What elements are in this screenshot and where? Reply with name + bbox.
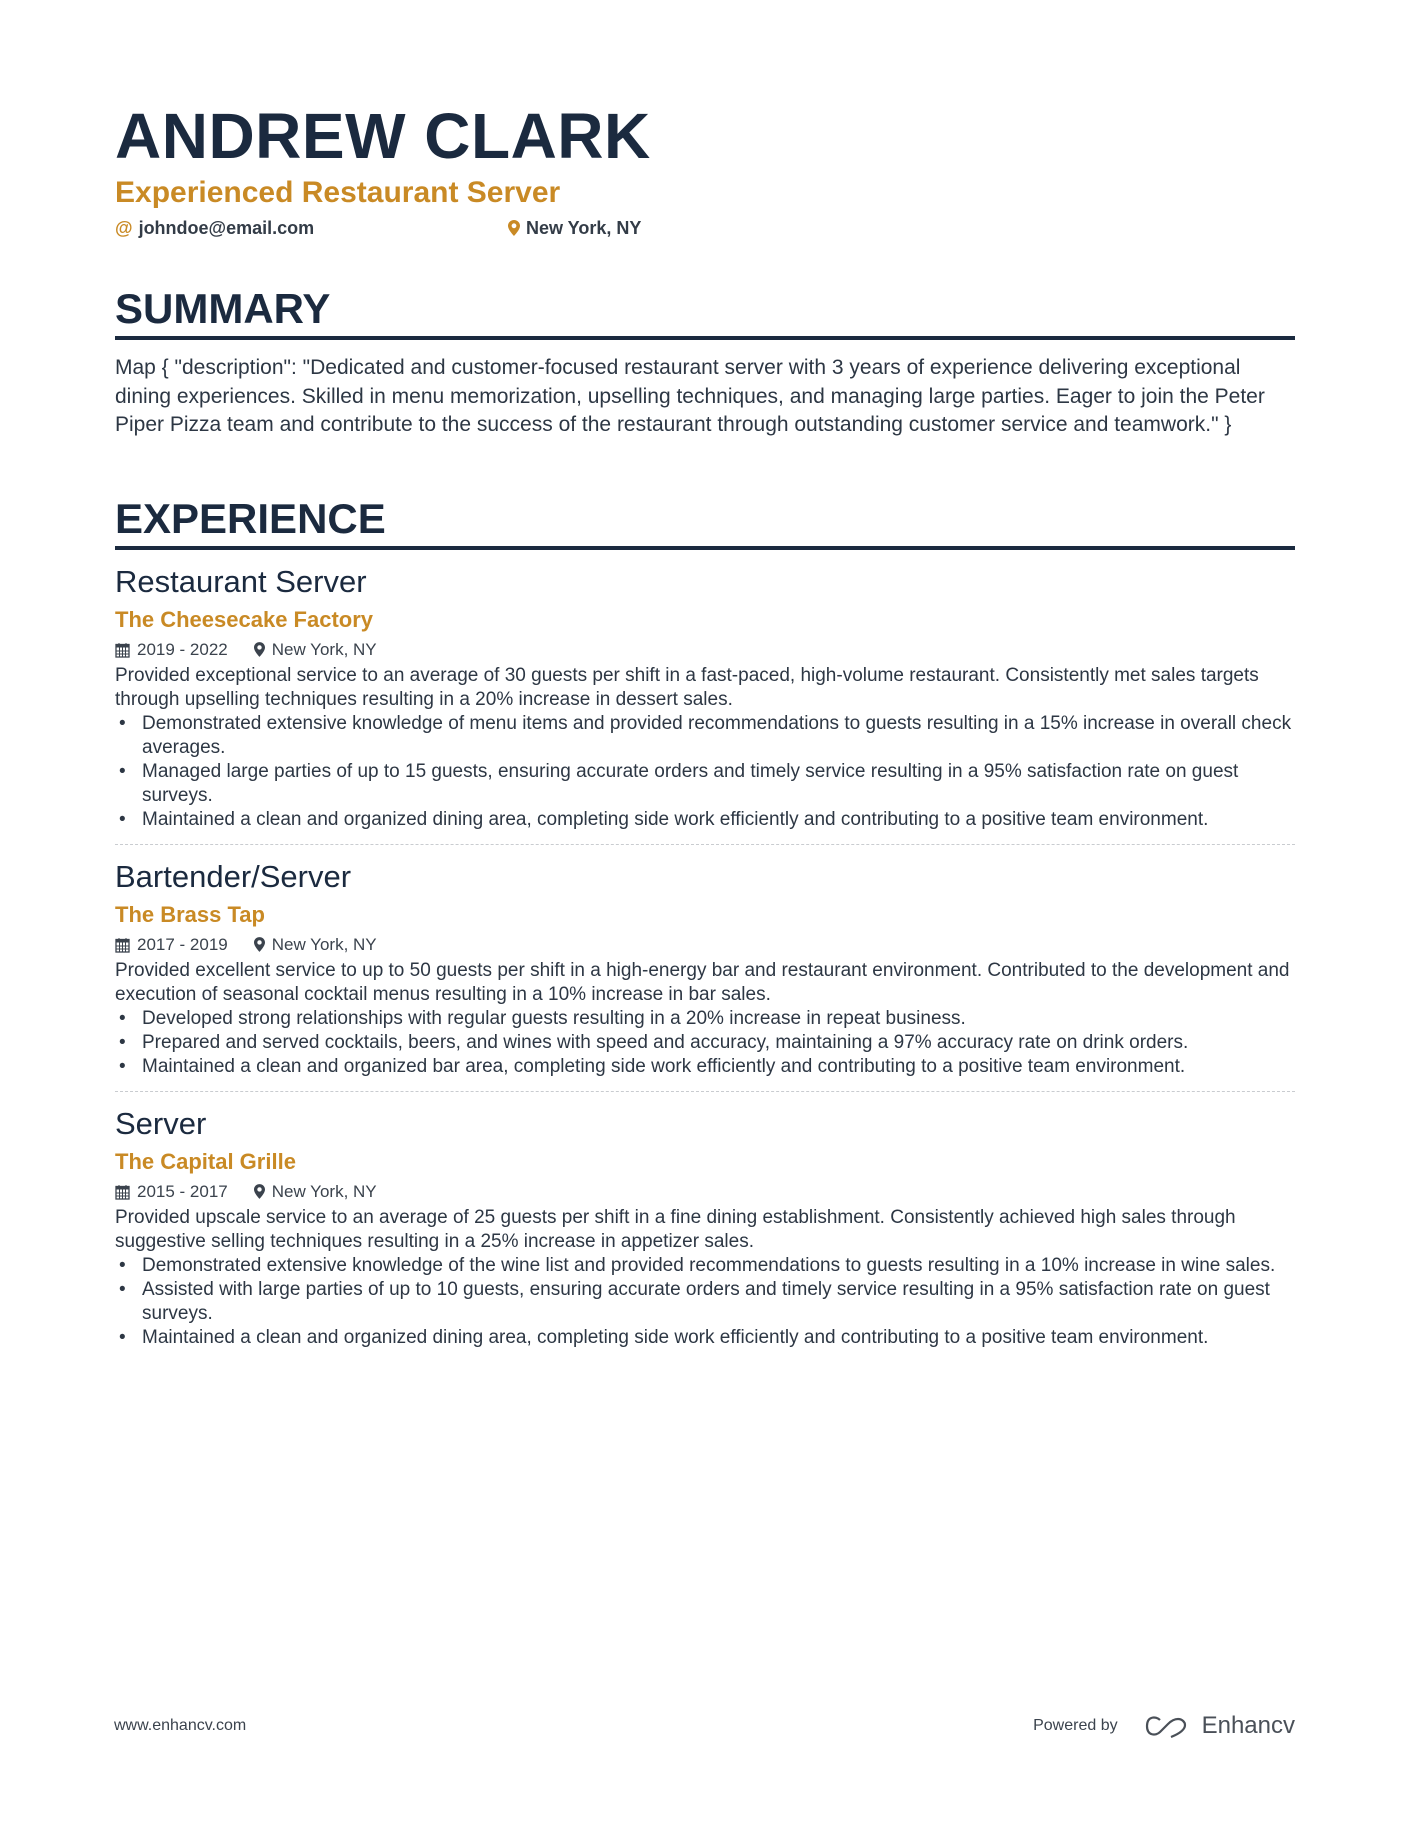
job-location-item bbox=[254, 1178, 377, 1206]
job-entry bbox=[115, 845, 1295, 1092]
location-item bbox=[508, 216, 641, 240]
company-name: The Capital Grille bbox=[115, 1148, 296, 1174]
job-location: New York, NY bbox=[271, 934, 377, 954]
job-dates-item bbox=[115, 931, 228, 959]
enhancv-brand: Enhancv bbox=[1201, 1712, 1295, 1739]
enhancv-logo-icon bbox=[1144, 1714, 1190, 1738]
job-title: Restaurant Server bbox=[115, 563, 367, 599]
summary-heading: SUMMARY bbox=[115, 284, 1295, 340]
footer bbox=[114, 1712, 1295, 1740]
job-dates-item bbox=[115, 1178, 228, 1206]
powered-by bbox=[1033, 1712, 1295, 1740]
job-bullets bbox=[115, 1254, 1295, 1350]
experience-list bbox=[115, 550, 1295, 1362]
location-pin-icon bbox=[254, 642, 265, 657]
resume-page bbox=[115, 100, 1295, 1362]
job-meta bbox=[115, 931, 1295, 959]
job-bullet: • Developed strong relationships with regular guests resulting in a 20% increase in repeat business. bbox=[115, 1007, 1295, 1031]
location: New York, NY bbox=[526, 218, 642, 238]
job-description: Provided upscale service to an average of 25 guests per shift in a fine dining establishment. Consistently achieved high sales through suggestive selling techniques resulting in a 25% increase in appetizer sales. bbox=[115, 1206, 1236, 1252]
job-dates: 2017 - 2019 bbox=[137, 934, 228, 954]
candidate-name: ANDREW CLARK bbox=[115, 100, 651, 172]
job-dates-item bbox=[115, 636, 228, 664]
email: johndoe@email.com bbox=[138, 218, 315, 238]
summary-text: Map { "description": "Dedicated and customer-focused restaurant server with 3 years of experience delivering exceptional dining experiences. Skilled in menu memorization, upselling techniques, and managing large parties. Eager to join the Peter Piper Pizza team and contribute to the success of the restaurant through outstanding customer service and teamwork." } bbox=[115, 356, 1265, 436]
job-bullet: • Maintained a clean and organized dining area, completing side work efficiently and contributing to a positive team environment. bbox=[115, 808, 1295, 832]
at-icon: @ bbox=[115, 218, 133, 238]
company-name: The Cheesecake Factory bbox=[115, 606, 374, 632]
job-title: Server bbox=[115, 1105, 207, 1141]
job-location-item bbox=[254, 931, 377, 959]
experience-heading: EXPERIENCE bbox=[115, 494, 1295, 550]
website-link[interactable]: www.enhancv.com bbox=[114, 1717, 247, 1734]
job-bullet: • Demonstrated extensive knowledge of menu items and provided recommendations to guests resulting in a 15% increase in overall check averages. bbox=[115, 712, 1295, 760]
job-dates: 2019 - 2022 bbox=[137, 639, 228, 659]
job-description: Provided exceptional service to an average of 30 guests per shift in a fast-paced, high-volume restaurant. Consistently met sales targets through upselling techniques resulting in a 20% increase in dessert sales. bbox=[115, 664, 1259, 710]
job-location: New York, NY bbox=[271, 639, 377, 659]
job-dates: 2015 - 2017 bbox=[137, 1181, 228, 1201]
job-bullet: • Prepared and served cocktails, beers, and wines with speed and accuracy, maintaining a 97% accuracy rate on drink orders. bbox=[115, 1031, 1295, 1055]
calendar-icon bbox=[115, 642, 130, 658]
job-bullet: • Demonstrated extensive knowledge of the wine list and provided recommendations to guests resulting in a 10% increase in wine sales. bbox=[115, 1254, 1295, 1278]
location-pin-icon bbox=[254, 937, 265, 952]
location-pin-icon bbox=[508, 220, 520, 236]
powered-by-label: Powered by bbox=[1033, 1717, 1118, 1734]
job-bullet: • Maintained a clean and organized dining area, completing side work efficiently and contributing to a positive team environment. bbox=[115, 1326, 1295, 1350]
job-bullets bbox=[115, 1007, 1295, 1079]
job-bullet: • Managed large parties of up to 15 guests, ensuring accurate orders and timely service resulting in a 95% satisfaction rate on guest surveys. bbox=[115, 760, 1295, 808]
enhancv-logo bbox=[1144, 1712, 1295, 1740]
email-item bbox=[115, 216, 508, 240]
job-location-item bbox=[254, 636, 377, 664]
job-meta bbox=[115, 636, 1295, 664]
job-description: Provided excellent service to up to 50 guests per shift in a high-energy bar and restaurant environment. Contributed to the development and execution of seasonal cocktail menus resulting in a 10% increase in bar sales. bbox=[115, 959, 1290, 1005]
job-entry bbox=[115, 550, 1295, 845]
candidate-title: Experienced Restaurant Server bbox=[115, 176, 561, 209]
location-pin-icon bbox=[254, 1184, 265, 1199]
calendar-icon bbox=[115, 1184, 130, 1200]
job-bullets bbox=[115, 712, 1295, 832]
calendar-icon bbox=[115, 937, 130, 953]
job-bullet: • Assisted with large parties of up to 10 guests, ensuring accurate orders and timely service resulting in a 95% satisfaction rate on guest surveys. bbox=[115, 1278, 1295, 1326]
job-location: New York, NY bbox=[271, 1181, 377, 1201]
job-entry bbox=[115, 1092, 1295, 1362]
job-meta bbox=[115, 1178, 1295, 1206]
contact-info bbox=[115, 216, 1295, 240]
job-title: Bartender/Server bbox=[115, 858, 352, 894]
company-name: The Brass Tap bbox=[115, 901, 265, 927]
job-bullet: • Maintained a clean and organized bar area, completing side work efficiently and contributing to a positive team environment. bbox=[115, 1055, 1295, 1079]
